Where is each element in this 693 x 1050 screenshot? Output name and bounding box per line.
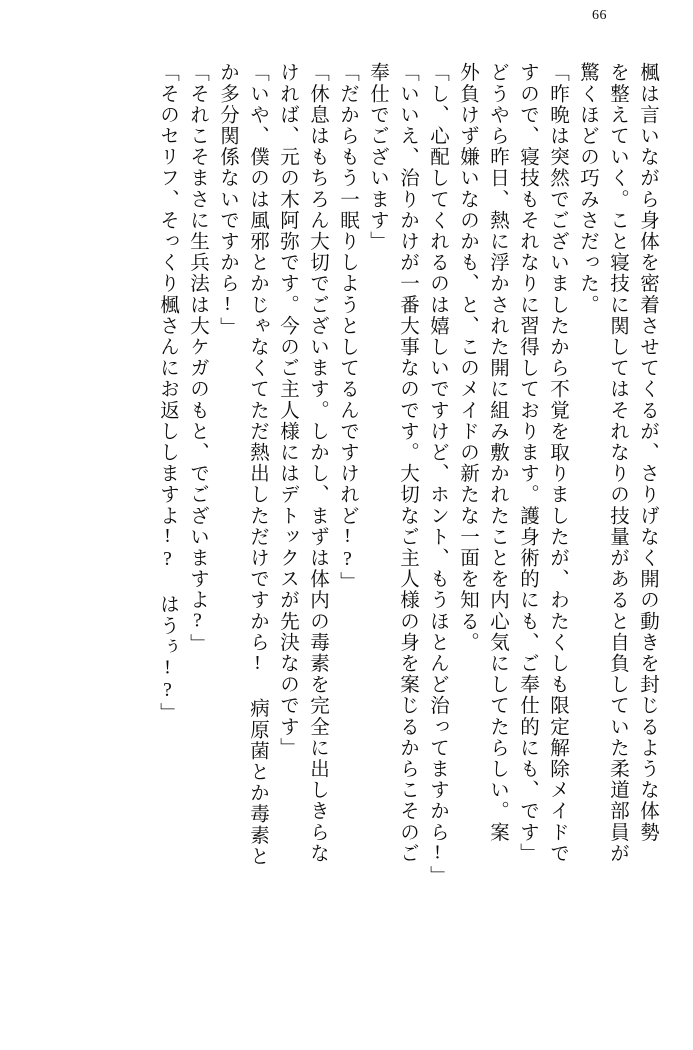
text-line: すので、寝技もそれなりに習得しております。護身術的にも、ご奉仕的にも、です」 <box>517 62 538 864</box>
vertical-text-body <box>34 62 657 982</box>
text-line: 「いや、僕のは風邪とかじゃなくてただ熱出しただけですから! 病原菌とか毒素と <box>247 62 268 867</box>
text-line: 「昨晩は突然でございましたから不覚を取りましたが、わたくしも限定解除メイドで <box>547 62 568 864</box>
text-line: 「し、心配してくれるのは嬉しいですけど、ホント、もうほとんど治ってますから!」 <box>427 62 448 887</box>
text-line: 奉仕でございます」 <box>367 62 388 252</box>
text-line: 「いいえ、治りかけが一番大事なのです。大切なご主人様の身を案じるからこそのご <box>397 62 418 864</box>
text-line: 「それこそまさに生兵法は大ケガのもと、でございますよ?」 <box>187 62 208 655</box>
text-line: 「そのセリフ、そっくり楓さんにお返ししますよ!? はうぅ!?」 <box>157 62 178 724</box>
text-line: ければ、元の木阿弥です。今のご主人様にはデトックスが先決なのです」 <box>277 62 298 759</box>
text-line: どうやら昨日、熱に浮かされた開に組み敷かれたことを内心気にしてたらしい。案 <box>487 62 508 843</box>
text-line: か多分関係ないですから!」 <box>217 62 238 338</box>
text-line: 楓は言いながら身体を密着させてくるが、さりげなく開の動きを封じるような体勢 <box>637 62 658 843</box>
text-line: 驚くほどの巧みさだった。 <box>577 62 598 316</box>
text-line: を整えていく。こと寝技に関してはそれなりの技量があると自負していた柔道部員が <box>607 62 628 864</box>
text-line: 「休息はもちろん大切でございます。しかし、まずは体内の毒素を完全に出しきらな <box>307 62 328 864</box>
page-number: 66 <box>592 8 607 23</box>
text-line: 「だからもう一眠りしようとしてるんですけれど!?」 <box>337 62 358 593</box>
text-line: 外負けず嫌いなのかも、と、このメイドの新たな一面を知る。 <box>457 62 478 653</box>
